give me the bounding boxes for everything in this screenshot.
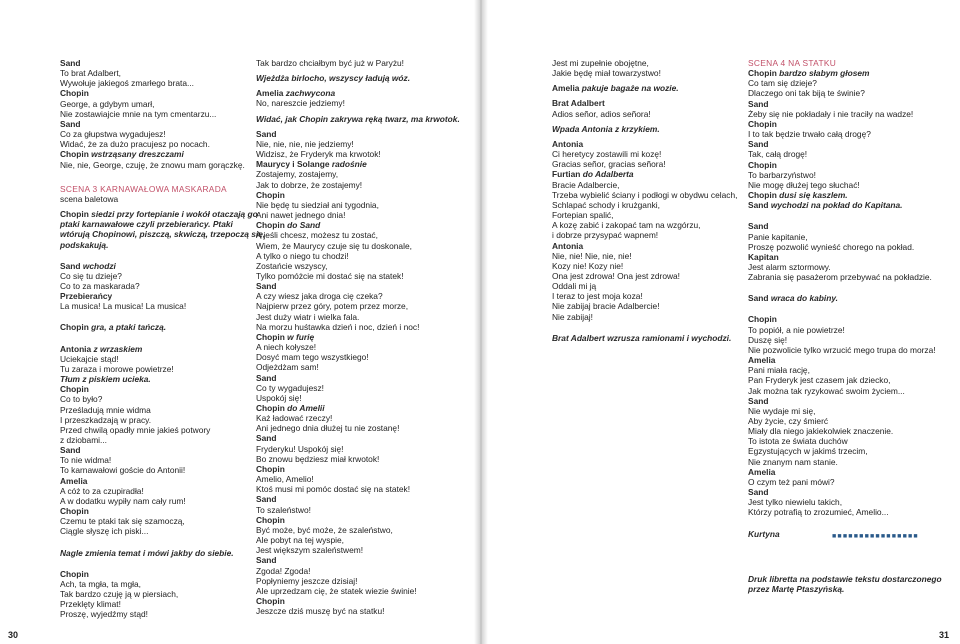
direction-text: pakuje bagaże na wozie. [581, 83, 679, 94]
speaker-with-direction [256, 159, 461, 169]
dialogue-line: Bo znowu będziesz miał krwotok! [256, 453, 380, 464]
dialogue-line: Bracie Adalbercie, [552, 179, 620, 190]
speaker-direction: do Amelii [287, 403, 325, 413]
credit-line: przez Martę Ptaszyńską. [748, 584, 845, 595]
speaker-name: Antonia [552, 240, 584, 251]
speaker-name: Amelia [748, 355, 776, 366]
dialogue-line: Uciekajcie stąd! [60, 353, 119, 364]
dialogue-line: Prześladują mnie widma [60, 404, 151, 415]
speaker-with-direction [256, 403, 461, 413]
print-credit [748, 574, 942, 595]
dialogue-line: Przed chwilą opadły mnie jakieś potwory [60, 424, 211, 435]
speaker-name: Brat Adalbert [552, 98, 605, 109]
speaker-name: Chopin [256, 403, 285, 413]
dialogue-line: Nie znanym nam stanie. [748, 456, 838, 467]
dialogue-line: Nie pozwolicie tylko wrzucić mego trupa do morza! [748, 344, 936, 355]
dialogue-line: Duszę się! [748, 334, 788, 345]
dialogue-line: Nie, nie, George, czuję, że znowu mam gorączkę. [60, 159, 245, 170]
dialogue-line: A kozę zabić i zakopać tam na wzgórzu, [552, 220, 701, 231]
dialogue-line: Fryderyku! Uspokój się! [256, 443, 344, 454]
stage-direction: Wjeżdża birlocho, wszyscy ładują wóz. [256, 73, 411, 84]
speaker-name: Chopin [748, 190, 777, 201]
dialogue-line: A niech kołysze! [256, 342, 317, 353]
spacer [552, 322, 740, 333]
dialogue-line: Wywołuje jakiegoś zmarłego brata... [60, 78, 194, 89]
dialogue-line: Ci heretycy zostawili mi kozę! [552, 149, 662, 160]
dialogue-line: Każ ładować rzeczy! [256, 413, 333, 424]
dialogue-line: Nie zabijaj bracie Adalbercie! [552, 301, 660, 312]
speaker-name: Sand [256, 281, 277, 292]
speaker-direction: radośnie [331, 159, 367, 170]
speaker-with-direction [60, 149, 250, 159]
direction-text: wraca do kabiny. [770, 293, 838, 304]
spacer [60, 537, 250, 548]
dialogue-line: Trzeba wybielić ściany i podłogi w obydwu celach, [552, 189, 738, 200]
stage-direction [748, 200, 930, 210]
speaker-name: Sand [256, 433, 277, 444]
dialogue-line: Nie, nie! Nie, nie, nie! [552, 250, 632, 261]
credit-line: Druk libretta na podstawie tekstu dostarczonego [748, 574, 942, 584]
dialogue-line: Wiem, że Maurycy czuje się tu doskonale, [256, 240, 412, 251]
speaker-name: Chopin [748, 159, 777, 170]
stage-direction: Kurtyna [748, 528, 780, 539]
direction-text: siedzi przy fortepianie i wokół otaczają go [91, 209, 258, 220]
speaker-name: Sand [60, 118, 81, 129]
dialogue-line: Nie mogę dłużej tego słuchać! [748, 179, 860, 190]
speaker-name: Sand [256, 128, 277, 139]
speaker-direction: w furię [287, 331, 315, 342]
dialogue-line: Tak, całą drogę! [748, 149, 808, 160]
speaker-direction: dusi się kaszlem. [779, 190, 848, 201]
speaker-name: Chopin [748, 118, 777, 129]
dialogue-line: To brat Adalbert, [60, 68, 121, 79]
speaker-with-direction [256, 220, 461, 230]
dialogue-line: To istota ze świata duchów [748, 436, 848, 447]
dialogue-line: Ale uprzedzam cię, że statek wiezie świnie! [256, 585, 417, 596]
speaker-name: Amelia [552, 83, 580, 94]
dialogue-line: Tu zaraza i morowe powietrze! [60, 363, 174, 374]
dialogue-line: Zostańcie wszyscy, [256, 260, 328, 271]
dialogue-line: Tak bardzo chciałbym być już w Paryżu! [256, 58, 405, 68]
dialogue-line: A w dodatku wypiły nam cały rum! [60, 495, 186, 506]
stage-direction: Wpada Antonia z krzykiem. [552, 123, 660, 134]
dialogue-line: A jeśli chcesz, możesz tu zostać, [256, 230, 378, 241]
dialogue-line: Dosyć mam tego wszystkiego! [256, 352, 369, 363]
dialogue-line: Miały dla niego jakiekolwiek znaczenie. [748, 426, 894, 437]
stage-direction: Tłum z piskiem ucieka. [60, 374, 151, 385]
dialogue-line: Przeklęty klimat! [60, 599, 121, 610]
book-gutter [474, 0, 488, 644]
speaker-name: Sand [748, 200, 769, 211]
stage-direction: Widać, jak Chopin zakrywa ręką twarz, ma krwotok. [256, 113, 460, 124]
speaker-name: Chopin [256, 189, 285, 200]
dialogue-line: Którzy potrafią to zrozumieć, Amelio... [748, 507, 889, 518]
speaker-name: Chopin [256, 595, 285, 606]
dialogue-line: Ona jest zdrowa! Ona jest zdrowa! [552, 270, 681, 281]
dialogue-line: Nie zostawiajcie mnie na tym cmentarzu... [60, 108, 217, 119]
dialogue-line: Tylko pomóżcie mi dostać się na statek! [256, 270, 404, 281]
dialogue-line: Jest mi zupełnie obojętne, [552, 58, 649, 68]
speaker-name: Sand [60, 260, 81, 271]
speaker-name: Sand [748, 487, 769, 498]
dialogue-line: Co tam się dzieje? [748, 78, 817, 89]
speaker-name: Chopin [60, 322, 89, 333]
speaker-name: Chopin [60, 209, 89, 220]
dialogue-line: Proszę pozwolić wynieść chorego na pokład. [748, 241, 915, 252]
speaker-name: Chopin [256, 514, 285, 525]
libretto-column-1 [60, 58, 266, 620]
speaker-name: Maurycy i Solange [256, 159, 330, 170]
dialogue-line: Ani nawet jednego dnia! [256, 210, 346, 221]
dialogue-line: Uspokój się! [256, 392, 302, 403]
spacer [748, 210, 930, 221]
speaker-name: Antonia [552, 138, 584, 149]
dialogue-line: Jest duży wiatr i wielka fala. [256, 311, 360, 322]
dialogue-line: Co za głupstwa wygadujesz! [60, 129, 166, 140]
dialogue-line: Tak bardzo czuję ją w piersiach, [60, 589, 179, 600]
dialogue-line: Co to było? [60, 394, 103, 405]
dialogue-line: Zostajemy, zostajemy, [256, 169, 339, 180]
page-number-left: 30 [8, 630, 19, 640]
dialogue-line: I to tak będzie trwało całą drogę? [748, 129, 871, 140]
speaker-name: Sand [748, 98, 769, 109]
dialogue-line: Zabrania się pasażerom przebywać na pokładzie. [748, 272, 932, 283]
dialogue-line: Amelio, Amelio! [256, 474, 314, 485]
dialogue-line: Pan Fryderyk jest czasem jak dziecko, [748, 375, 891, 386]
dialogue-line: Odjeżdżam sam! [256, 362, 319, 373]
speaker-name: Furtian [552, 169, 581, 180]
speaker-direction: zachwycona [285, 88, 336, 99]
dialogue-line: Co się tu dzieje? [60, 270, 122, 281]
dialogue-line: Ciągle słyszę ich piski... [60, 526, 149, 537]
dialogue-line: O czym też pani mówi? [748, 476, 835, 487]
stage-direction: wtórują Chopinowi, piszczą, skwiczą, trzepoczą się, [60, 229, 266, 240]
dialogue-line: Panie kapitanie, [748, 231, 808, 242]
dialogue-line: Dlaczego oni tak biją te świnie? [748, 88, 865, 99]
dialogue-line: Kozy nie! Kozy nie! [552, 260, 624, 271]
dialogue-line: Proszę, wyjedźmy stąd! [60, 609, 148, 620]
stage-direction: Brat Adalbert wzrusza ramionami i wychodzi. [552, 332, 732, 343]
dialogue-line: Jest alarm sztormowy. [748, 261, 831, 272]
dialogue-line: Ani jednego dnia dłużej tu nie zostanę! [256, 423, 400, 434]
dialogue-line: Pani miała rację, [748, 365, 810, 376]
libretto-column-3 [552, 58, 740, 343]
spacer [748, 303, 930, 314]
dialogue-line: To karnawałowi goście do Antonii! [60, 465, 186, 476]
dialogue-line: La musica! La musica! La musica! [60, 301, 187, 312]
dialogue-line: Jak można tak ryzykować swoim życiem... [748, 385, 905, 396]
direction-text: wychodzi na pokład do Kapitana. [770, 200, 903, 211]
dialogue-line: Gracias señor, gracias señora! [552, 159, 666, 170]
speaker-direction: wchodzi [82, 260, 116, 271]
dialogue-line: Czemu te ptaki tak się szamoczą, [60, 516, 185, 527]
direction-text: gra, a ptaki tańczą. [91, 322, 167, 333]
dialogue-line: Najpierw przez góry, potem przez morze, [256, 301, 409, 312]
dialogue-line: scena baletowa [60, 193, 119, 204]
spacer [60, 170, 250, 184]
stage-direction: ptaki karnawałowe czyli przebierańcy. Ptaki [60, 219, 233, 230]
dialogue-line: A cóż to za czupiradła! [60, 485, 144, 496]
spacer [60, 250, 250, 261]
dialogue-line: Egzystujących w jakimś trzecim, [748, 446, 868, 457]
dialogue-line: z dziobami... [60, 435, 108, 445]
stage-direction: podskakują. [60, 239, 109, 250]
dialogue-line: Ale pobyt na tej wyspie, [256, 535, 344, 546]
dialogue-line: Oddali mi ją [552, 281, 597, 292]
dialogue-line: Widać, że za dużo pracujesz po nocach. [60, 139, 210, 150]
scene-heading: SCENA 3 KARNAWAŁOWA MASKARADA [60, 183, 227, 194]
dialogue-line: Jest tylko niewielu takich, [748, 497, 843, 508]
speaker-name: Chopin [256, 220, 285, 231]
stage-direction [748, 293, 930, 303]
speaker-name: Sand [748, 139, 769, 150]
page-number-right: 31 [939, 630, 950, 640]
dialogue-line: Nie zabijaj! [552, 311, 593, 322]
speaker-with-direction [748, 68, 930, 78]
dialogue-line: Być może, być może, że szaleństwo, [256, 524, 393, 535]
dialogue-line: Schlapać schody i krużganki, [552, 199, 660, 210]
libretto-column-2 [256, 58, 461, 616]
speaker-name: Antonia [60, 343, 92, 354]
speaker-with-direction [552, 169, 740, 179]
speaker-name: Amelia [60, 475, 88, 486]
speaker-name: Chopin [60, 506, 89, 517]
dialogue-line: Ktoś musi mi pomóc dostać się na statek! [256, 484, 411, 495]
speaker-direction: wstrząsany dreszczami [91, 149, 184, 160]
dialogue-line: Jakie będę miał towarzystwo! [552, 68, 661, 79]
speaker-with-direction [256, 332, 461, 342]
speaker-name: Chopin [60, 568, 89, 579]
stage-direction [60, 209, 258, 220]
speaker-with-direction [60, 344, 250, 354]
dialogue-line: I teraz to jest moja koza! [552, 291, 643, 302]
dialogue-line: George, a gdybym umarł, [60, 98, 155, 109]
dialogue-line: Popłyniemy jeszcze dzisiaj! [256, 575, 358, 586]
speaker-name: Sand [60, 58, 81, 68]
dialogue-line: To popiół, a nie powietrze! [748, 324, 845, 335]
dialogue-line: Aby życie, czy śmierć [748, 416, 829, 426]
speaker-name: Chopin [256, 331, 285, 342]
dialogue-line: Na morzu huśtawka dzień i noc, dzień i noc! [256, 321, 420, 332]
speaker-name: Sand [256, 372, 277, 383]
dialogue-line: Nie będę tu siedział ani tygodnia, [256, 199, 379, 210]
speaker-direction: z wrzaskiem [93, 343, 143, 354]
ornament-dots: ■■■■■■■■■■■■■■■■ [832, 533, 919, 540]
speaker-name: Chopin [60, 149, 89, 160]
dialogue-line: Jak to dobrze, że zostajemy! [256, 179, 363, 190]
speaker-name: Chopin [748, 68, 777, 79]
speaker-name: Przebierańcy [60, 291, 113, 302]
speaker-with-direction [256, 88, 461, 98]
speaker-direction: do Adalberta [582, 169, 634, 180]
dialogue-line: Adios señor, adios señora! [552, 108, 651, 119]
speaker-name: Sand [256, 494, 277, 505]
speaker-name: Sand [60, 445, 81, 456]
dialogue-line: Co to za maskarada? [60, 280, 140, 291]
dialogue-line: Żeby się nie pokładały i nie traciły na wadze! [748, 108, 914, 119]
dialogue-line: Jeszcze dziś muszę być na statku! [256, 606, 385, 617]
speaker-name: Sand [748, 293, 769, 304]
dialogue-line: A czy wiesz jaka droga cię czeka? [256, 291, 383, 302]
dialogue-line: No, nareszcie jedziemy! [256, 98, 345, 109]
dialogue-line: Jest większym szaleństwem! [256, 545, 364, 556]
stage-direction [60, 322, 250, 332]
dialogue-line: A tylko o niego tu chodzi! [256, 250, 349, 261]
speaker-name: Sand [256, 555, 277, 566]
stage-direction: Nagle zmienia temat i mówi jakby do siebie. [60, 547, 234, 558]
speaker-name: Chopin [256, 463, 285, 474]
speaker-name: Amelia [748, 466, 776, 477]
speaker-name: Chopin [60, 88, 89, 99]
speaker-name: Amelia [256, 88, 284, 99]
dialogue-line: Nie wydaje mi się, [748, 405, 816, 416]
speaker-name: Chopin [748, 314, 777, 325]
dialogue-line: Zgoda! Zgoda! [256, 565, 311, 576]
speaker-name: Sand [748, 221, 769, 232]
speaker-direction: bardzo słabym głosem [779, 68, 870, 79]
dialogue-line: Widzisz, że Fryderyk ma krwotok! [256, 149, 381, 160]
dialogue-line: Ach, ta mgła, ta mgła, [60, 578, 141, 589]
stage-direction [552, 83, 740, 93]
dialogue-line: Nie, nie, nie, nie jedziemy! [256, 138, 354, 149]
dialogue-line: Fortepian spalić, [552, 210, 614, 221]
libretto-column-4 [748, 58, 936, 539]
speaker-with-direction [748, 190, 930, 200]
dialogue-line: To barbarzyństwo! [748, 169, 816, 180]
spacer [60, 311, 250, 322]
spacer [748, 518, 930, 529]
dialogue-line: i dobrze przysypać wapnem! [552, 230, 659, 241]
dialogue-line: To szaleństwo! [256, 504, 311, 515]
scene-heading: SCENA 4 NA STATKU [748, 58, 837, 68]
speaker-name: Chopin [60, 384, 89, 395]
speaker-name: Kapitan [748, 251, 779, 262]
speaker-name: Sand [748, 395, 769, 406]
dialogue-line: To nie widma! [60, 455, 112, 466]
dialogue-line: Co ty wygadujesz! [256, 382, 324, 393]
dialogue-line: I przeszkadzają w pracy. [60, 414, 152, 425]
speaker-with-direction [60, 261, 250, 271]
spacer [748, 282, 930, 293]
spacer [60, 558, 250, 569]
spacer [60, 333, 250, 344]
speaker-direction: do Sand [287, 220, 321, 231]
